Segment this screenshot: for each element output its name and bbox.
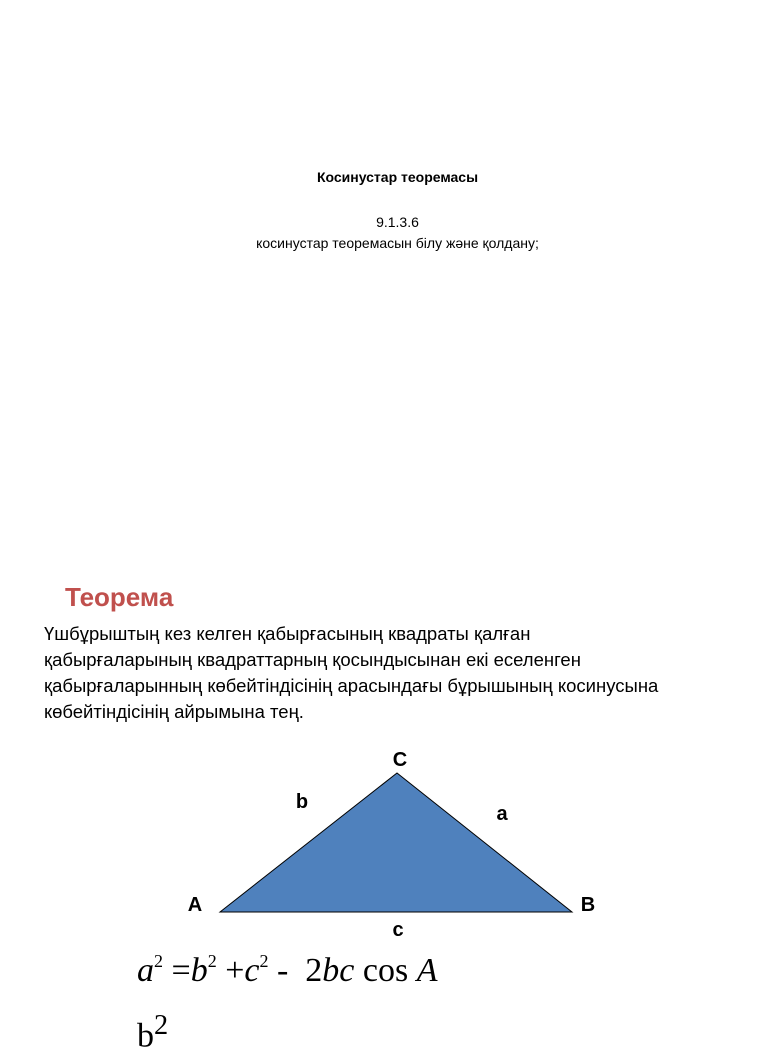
theorem-line: көбейтіндісінің айрымына тең.	[44, 701, 304, 722]
formula-a: a	[137, 952, 154, 989]
triangle-shape	[220, 773, 572, 912]
formula-exp: 2	[154, 950, 163, 971]
side-label-b: b	[295, 791, 309, 813]
side-label-a: a	[496, 803, 508, 825]
formula-bc: bc	[322, 952, 355, 989]
vertex-label-b: B	[580, 894, 596, 916]
theorem-line: қабырғаларының квадраттарның қосындысынан екі еселенген	[44, 649, 581, 670]
formula-angle: A	[416, 952, 438, 989]
theorem-line: қабырғаларынның көбейтіндісінің арасындағы бұрышының косинусына	[44, 675, 659, 696]
formula-equals: =	[171, 952, 191, 989]
second-formula-partial	[137, 1010, 168, 1055]
formula-b: b	[190, 952, 208, 989]
formula-minus: -	[276, 952, 289, 989]
cosine-law-formula	[137, 952, 438, 990]
formula-exp: 2	[259, 950, 269, 971]
theorem-heading: Теорема	[65, 582, 174, 612]
formula-c: c	[244, 952, 260, 989]
formula-cos: cos	[362, 952, 409, 989]
vertex-label-c: C	[392, 749, 408, 771]
learning-objective: косинустар теоремасын білу және қолдану;	[256, 235, 539, 251]
formula-coef: 2	[305, 952, 323, 989]
side-label-c: c	[392, 919, 404, 941]
formula2-b: b	[137, 1017, 154, 1055]
formula-plus: +	[225, 952, 245, 989]
document-title: Косинустар теоремасы	[316, 169, 479, 185]
theorem-line: Үшбұрыштың кез келген қабырғасының квадраты қалған	[44, 623, 531, 644]
vertex-label-a: A	[187, 894, 203, 916]
formula2-exp: 2	[154, 1010, 169, 1041]
formula-exp: 2	[207, 950, 217, 971]
curriculum-code: 9.1.3.6	[376, 214, 419, 230]
